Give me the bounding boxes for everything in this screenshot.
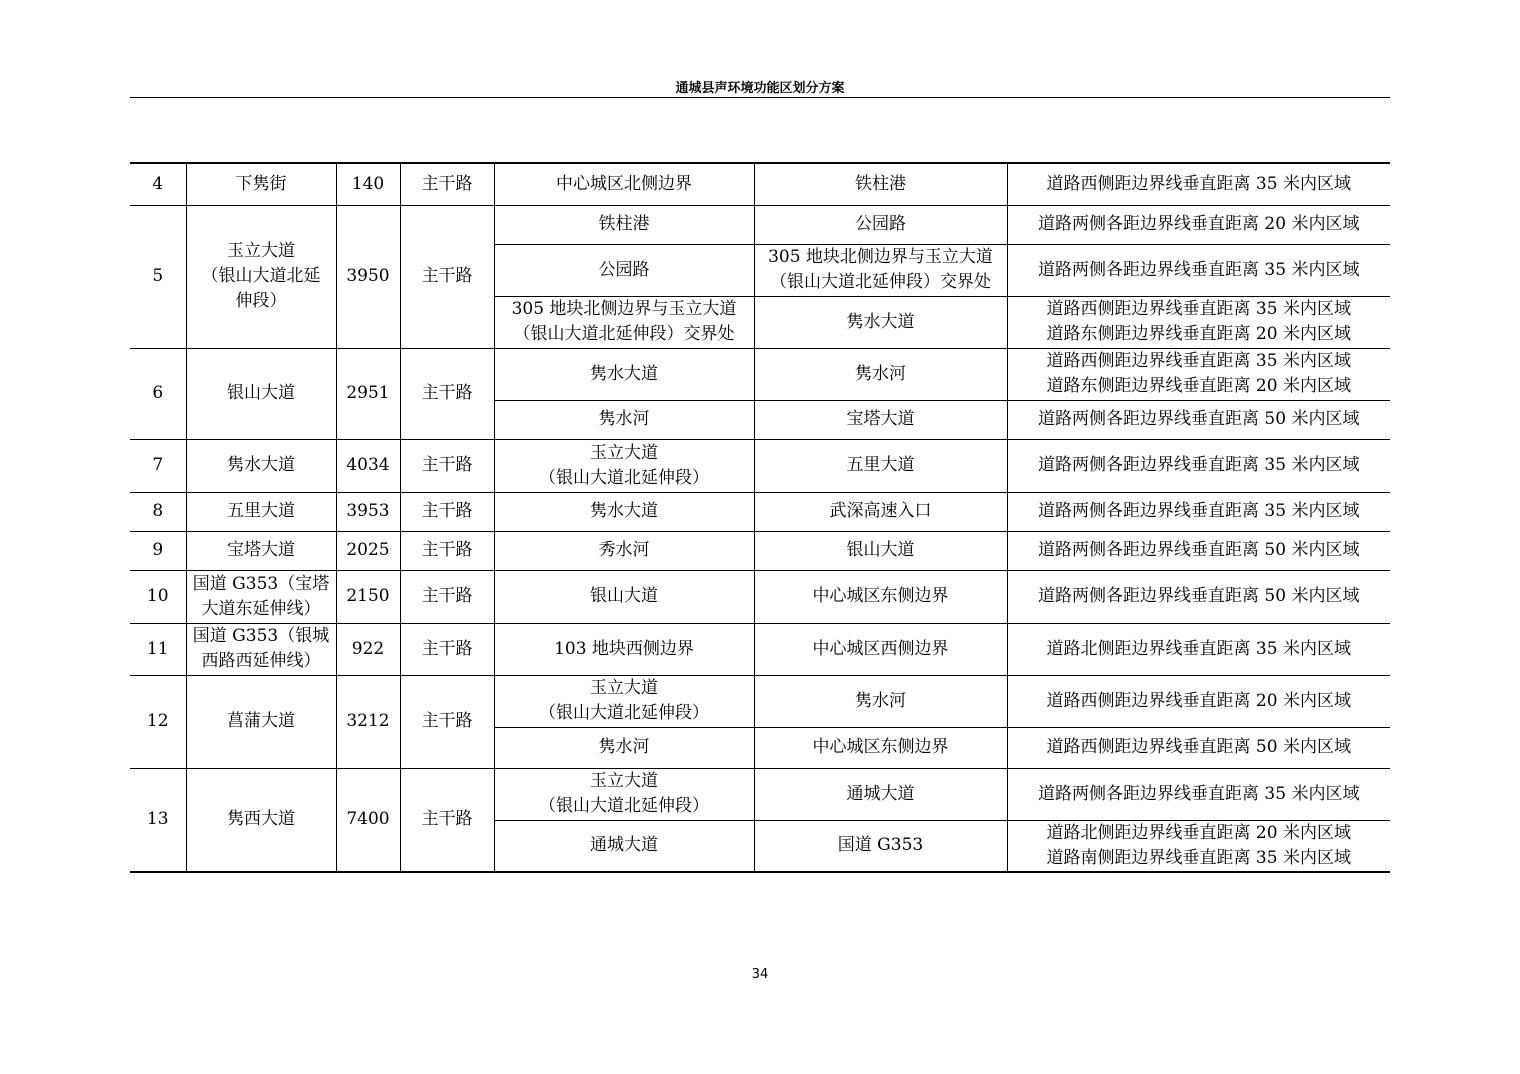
zone-scope-cell: [1007, 296, 1390, 348]
cell-line: （银山大道北延: [201, 266, 321, 286]
segment-start-cell: 通城大道: [494, 820, 754, 872]
road-length-cell: 4034: [336, 439, 400, 492]
segment-start-cell: 铁柱港: [494, 205, 754, 244]
zone-scope-cell: [1007, 400, 1390, 439]
road-grade-cell: 主干路: [400, 163, 494, 205]
road-grade-cell: 主干路: [400, 623, 494, 675]
road-name-cell: 银山大道: [186, 348, 336, 439]
cell-line: （银山大道北延伸段）交界处: [513, 324, 735, 344]
road-grade-cell: 主干路: [400, 348, 494, 439]
cell-line: 道路两侧各距边界线垂直距离 50 米内区域: [1038, 409, 1360, 429]
cell-line: 大道东延伸线）: [201, 598, 321, 619]
cell-line: （银山大道北延伸段）: [539, 703, 709, 723]
road-grade-cell: 主干路: [400, 492, 494, 531]
segment-start-cell: 中心城区北侧边界: [494, 163, 754, 205]
road-grade-cell: 主干路: [400, 531, 494, 570]
road-name-cell: 隽西大道: [186, 768, 336, 872]
cell-line: 305 地块北侧边界与玉立大道: [768, 247, 993, 267]
zone-scope-cell: [1007, 820, 1390, 872]
table-row: [130, 675, 1390, 727]
row-number-cell: 12: [130, 675, 186, 768]
row-number-cell: 6: [130, 348, 186, 439]
segment-end-cell: 公园路: [754, 205, 1007, 244]
road-grade-cell: 主干路: [400, 675, 494, 768]
segment-start-cell: 103 地块西侧边界: [494, 623, 754, 675]
segment-end-cell: 中心城区东侧边界: [754, 727, 1007, 768]
road-length-cell: 3212: [336, 675, 400, 768]
table-body: [130, 163, 1390, 872]
zone-scope-cell: [1007, 205, 1390, 244]
cell-line: 道路西侧距边界线垂直距离 35 米内区域: [1046, 173, 1351, 194]
table-row: [130, 768, 1390, 820]
page-header-title: 通城县声环境功能区划分方案: [675, 81, 845, 96]
table-row: [130, 531, 1390, 570]
cell-line: （银山大道北延伸段）: [539, 467, 709, 488]
cell-line: 道路西侧距边界线垂直距离 35 米内区域: [1046, 299, 1351, 319]
segment-start-cell: 隽水大道: [494, 492, 754, 531]
segment-end-cell: 宝塔大道: [754, 400, 1007, 439]
table-row: [130, 570, 1390, 623]
segment-end-cell: 五里大道: [754, 439, 1007, 492]
cell-line: 道路两侧各距边界线垂直距离 50 米内区域: [1038, 586, 1360, 606]
zone-scope-cell: [1007, 570, 1390, 623]
road-name-cell: [186, 623, 336, 675]
segment-start-cell: 秀水河: [494, 531, 754, 570]
road-grade-cell: 主干路: [400, 205, 494, 348]
cell-line: 道路东侧距边界线垂直距离 20 米内区域: [1046, 324, 1351, 344]
cell-line: 道路西侧距边界线垂直距离 20 米内区域: [1046, 690, 1351, 711]
header-rule: [130, 97, 1390, 98]
segment-end-cell: 铁柱港: [754, 163, 1007, 205]
segment-end-cell: 通城大道: [754, 768, 1007, 820]
table-row: [130, 439, 1390, 492]
segment-start-cell: [494, 296, 754, 348]
road-length-cell: 3953: [336, 492, 400, 531]
segment-start-cell: 公园路: [494, 244, 754, 296]
road-length-cell: 922: [336, 623, 400, 675]
road-length-cell: 2025: [336, 531, 400, 570]
segment-start-cell: 银山大道: [494, 570, 754, 623]
cell-line: 道路两侧各距边界线垂直距离 20 米内区域: [1038, 214, 1360, 234]
road-length-cell: 3950: [336, 205, 400, 348]
table-row: [130, 623, 1390, 675]
road-grade-cell: 主干路: [400, 570, 494, 623]
segment-start-cell: 隽水河: [494, 400, 754, 439]
cell-line: 道路北侧距边界线垂直距离 20 米内区域: [1046, 822, 1351, 843]
table-row: [130, 205, 1390, 244]
zone-scope-cell: [1007, 768, 1390, 820]
road-name-cell: 宝塔大道: [186, 531, 336, 570]
cell-line: 西路西延伸线）: [201, 651, 321, 671]
cell-line: 道路西侧距边界线垂直距离 50 米内区域: [1046, 737, 1351, 757]
cell-line: 道路西侧距边界线垂直距离 35 米内区域: [1046, 351, 1351, 371]
segment-end-cell: 国道 G353: [754, 820, 1007, 872]
row-number-cell: 10: [130, 570, 186, 623]
table-row: [130, 348, 1390, 400]
zone-scope-cell: [1007, 439, 1390, 492]
segment-start-cell: 隽水大道: [494, 348, 754, 400]
road-name-cell: [186, 570, 336, 623]
segment-end-cell: 隽水大道: [754, 296, 1007, 348]
segment-start-cell: [494, 439, 754, 492]
zone-scope-cell: [1007, 163, 1390, 205]
road-name-cell: 下隽街: [186, 163, 336, 205]
cell-line: 国道 G353（宝塔: [192, 573, 330, 594]
road-length-cell: 140: [336, 163, 400, 205]
cell-line: 玉立大道: [227, 241, 295, 261]
zone-scope-cell: [1007, 623, 1390, 675]
cell-line: 玉立大道: [590, 771, 658, 791]
row-number-cell: 4: [130, 163, 186, 205]
cell-line: 道路两侧各距边界线垂直距离 35 米内区域: [1038, 455, 1360, 475]
segment-end-cell: 中心城区东侧边界: [754, 570, 1007, 623]
zone-scope-cell: [1007, 727, 1390, 768]
road-name-cell: 五里大道: [186, 492, 336, 531]
road-name-cell: 菖蒲大道: [186, 675, 336, 768]
segment-end-cell: 武深高速入口: [754, 492, 1007, 531]
cell-line: 道路两侧各距边界线垂直距离 35 米内区域: [1038, 783, 1360, 804]
row-number-cell: 9: [130, 531, 186, 570]
segment-end-cell: 中心城区西侧边界: [754, 623, 1007, 675]
row-number-cell: 13: [130, 768, 186, 872]
road-name-cell: 隽水大道: [186, 439, 336, 492]
cell-line: （银山大道北延伸段）交界处: [770, 272, 991, 292]
cell-line: 道路两侧各距边界线垂直距离 50 米内区域: [1038, 540, 1360, 560]
zone-scope-cell: [1007, 348, 1390, 400]
road-grade-cell: 主干路: [400, 439, 494, 492]
cell-line: 玉立大道: [590, 442, 658, 463]
segment-end-cell: 银山大道: [754, 531, 1007, 570]
cell-line: 道路南侧距边界线垂直距离 35 米内区域: [1046, 847, 1351, 868]
table-row: [130, 163, 1390, 205]
cell-line: 道路两侧各距边界线垂直距离 35 米内区域: [1038, 501, 1360, 521]
segment-start-cell: 隽水河: [494, 727, 754, 768]
segment-end-cell: 隽水河: [754, 348, 1007, 400]
road-length-cell: 2150: [336, 570, 400, 623]
cell-line: 道路两侧各距边界线垂直距离 35 米内区域: [1038, 259, 1360, 280]
cell-line: 305 地块北侧边界与玉立大道: [511, 299, 737, 319]
segment-end-cell: [754, 244, 1007, 296]
road-length-cell: 2951: [336, 348, 400, 439]
cell-line: （银山大道北延伸段）: [539, 796, 709, 816]
segment-end-cell: 隽水河: [754, 675, 1007, 727]
road-grade-cell: 主干路: [400, 768, 494, 872]
zone-scope-cell: [1007, 492, 1390, 531]
cell-line: 伸段）: [235, 291, 287, 311]
cell-line: 国道 G353（银城: [192, 626, 330, 646]
row-number-cell: 5: [130, 205, 186, 348]
row-number-cell: 11: [130, 623, 186, 675]
segment-start-cell: [494, 768, 754, 820]
road-noise-zone-table: [130, 162, 1390, 873]
row-number-cell: 7: [130, 439, 186, 492]
cell-line: 道路东侧距边界线垂直距离 20 米内区域: [1046, 376, 1351, 396]
road-name-cell: [186, 205, 336, 348]
cell-line: 玉立大道: [590, 678, 658, 698]
zone-scope-cell: [1007, 675, 1390, 727]
zone-scope-cell: [1007, 244, 1390, 296]
road-length-cell: 7400: [336, 768, 400, 872]
table-row: [130, 492, 1390, 531]
row-number-cell: 8: [130, 492, 186, 531]
zone-scope-cell: [1007, 531, 1390, 570]
segment-start-cell: [494, 675, 754, 727]
cell-line: 道路北侧距边界线垂直距离 35 米内区域: [1046, 638, 1351, 659]
page-number: 34: [751, 967, 769, 982]
